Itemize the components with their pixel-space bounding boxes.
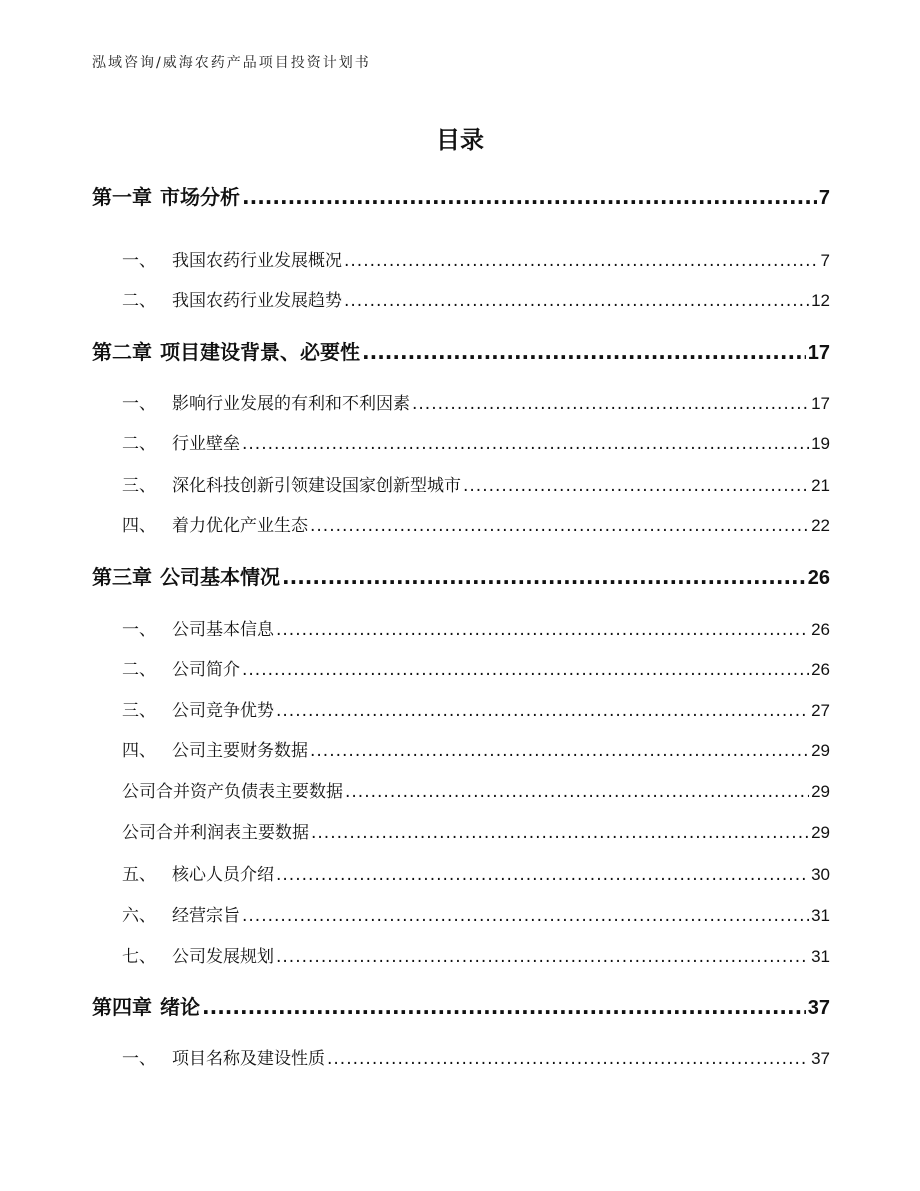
entry-title: 公司发展规划 (172, 947, 274, 967)
toc-chapter-entry[interactable] (92, 561, 830, 591)
entry-title: 公司基本情况 (160, 565, 280, 589)
entry-title: 我国农药行业发展趋势 (172, 291, 342, 311)
dot-leader (344, 291, 809, 311)
dot-leader (276, 701, 809, 721)
entry-page-number: 21 (811, 476, 830, 495)
entry-number: 七、 (122, 947, 156, 967)
entry-number: 二、 (122, 660, 156, 680)
entry-title: 公司竞争优势 (172, 701, 274, 721)
toc-section-entry[interactable] (122, 696, 830, 722)
entry-number: 二、 (122, 434, 156, 454)
entry-number: 一、 (122, 394, 156, 414)
toc-section-entry[interactable] (122, 429, 830, 455)
toc-section-entry[interactable] (122, 942, 830, 968)
entry-number: 一、 (122, 1049, 156, 1069)
entry-page-number: 19 (811, 434, 830, 453)
entry-number: 第三章 (92, 565, 152, 589)
entry-number: 第四章 (92, 995, 152, 1019)
toc-section-entry[interactable] (122, 777, 830, 803)
entry-page-number: 12 (811, 291, 830, 310)
entry-title: 我国农药行业发展概况 (172, 251, 342, 271)
dot-leader (276, 947, 809, 967)
entry-page-number: 37 (807, 997, 830, 1019)
entry-number: 一、 (122, 251, 156, 271)
toc-section-entry[interactable] (122, 736, 830, 762)
entry-page-number: 26 (811, 620, 830, 639)
dot-leader (242, 660, 809, 680)
dot-leader (242, 434, 809, 454)
toc-section-entry[interactable] (122, 901, 830, 927)
entry-number: 六、 (122, 906, 156, 926)
dot-leader (276, 865, 809, 885)
entry-page-number: 26 (811, 660, 830, 679)
entry-page-number: 26 (807, 567, 830, 589)
entry-page-number: 7 (818, 187, 830, 209)
toc-chapter-entry[interactable] (92, 181, 830, 211)
entry-title: 项目建设背景、必要性 (160, 340, 360, 364)
entry-title: 绪论 (160, 995, 200, 1019)
entry-title: 公司基本信息 (172, 620, 274, 640)
entry-page-number: 17 (807, 342, 830, 364)
entry-title: 深化科技创新引领建设国家创新型城市 (172, 476, 461, 496)
entry-title: 公司主要财务数据 (172, 741, 308, 761)
dot-leader (344, 251, 819, 271)
entry-page-number: 30 (811, 865, 830, 884)
dot-leader (242, 906, 809, 926)
entry-title: 项目名称及建设性质 (172, 1049, 325, 1069)
entry-title: 影响行业发展的有利和不利因素 (172, 394, 410, 414)
entry-number: 四、 (122, 741, 156, 761)
toc-chapter-entry[interactable] (92, 991, 830, 1021)
entry-page-number: 22 (811, 516, 830, 535)
toc-section-entry[interactable] (122, 511, 830, 537)
toc-section-entry[interactable] (122, 389, 830, 415)
dot-leader (463, 476, 809, 496)
running-header: 泓域咨询/威海农药产品项目投资计划书 (92, 55, 371, 71)
dot-leader (412, 394, 809, 414)
toc-chapter-entry[interactable] (92, 336, 830, 366)
entry-number: 第二章 (92, 340, 152, 364)
entry-number: 第一章 (92, 185, 152, 209)
entry-page-number: 37 (811, 1049, 830, 1068)
entry-page-number: 31 (811, 906, 830, 925)
entry-page-number: 7 (820, 251, 830, 270)
entry-number: 三、 (122, 701, 156, 721)
entry-page-number: 29 (811, 741, 830, 760)
entry-title: 经营宗旨 (172, 906, 240, 926)
dot-leader (282, 565, 806, 589)
toc-section-entry[interactable] (122, 286, 830, 312)
entry-title: 着力优化产业生态 (172, 516, 308, 536)
entry-number: 五、 (122, 865, 156, 885)
toc-section-entry[interactable] (122, 655, 830, 681)
dot-leader (362, 340, 806, 364)
dot-leader (345, 782, 809, 802)
dot-leader (310, 516, 809, 536)
entry-number: 四、 (122, 516, 156, 536)
entry-page-number: 29 (811, 782, 830, 801)
entry-title: 核心人员介绍 (172, 865, 274, 885)
toc-section-entry[interactable] (122, 1044, 830, 1070)
entry-page-number: 29 (811, 823, 830, 842)
entry-title: 行业壁垒 (172, 434, 240, 454)
entry-page-number: 17 (811, 394, 830, 413)
dot-leader (202, 995, 806, 1019)
entry-number: 一、 (122, 620, 156, 640)
entry-title: 市场分析 (160, 185, 240, 209)
entry-title: 公司合并利润表主要数据 (122, 823, 309, 843)
dot-leader (311, 823, 809, 843)
entry-number: 三、 (122, 476, 156, 496)
toc-section-entry[interactable] (122, 818, 830, 844)
dot-leader (327, 1049, 809, 1069)
entry-title: 公司合并资产负债表主要数据 (122, 782, 343, 802)
toc-section-entry[interactable] (122, 471, 830, 497)
toc-section-entry[interactable] (122, 860, 830, 886)
entry-title: 公司简介 (172, 660, 240, 680)
dot-leader (310, 741, 809, 761)
page-title: 目录 (436, 126, 484, 154)
dot-leader (276, 620, 809, 640)
dot-leader (242, 185, 817, 209)
entry-page-number: 31 (811, 947, 830, 966)
entry-number: 二、 (122, 291, 156, 311)
toc-section-entry[interactable] (122, 246, 830, 272)
entry-page-number: 27 (811, 701, 830, 720)
toc-section-entry[interactable] (122, 615, 830, 641)
